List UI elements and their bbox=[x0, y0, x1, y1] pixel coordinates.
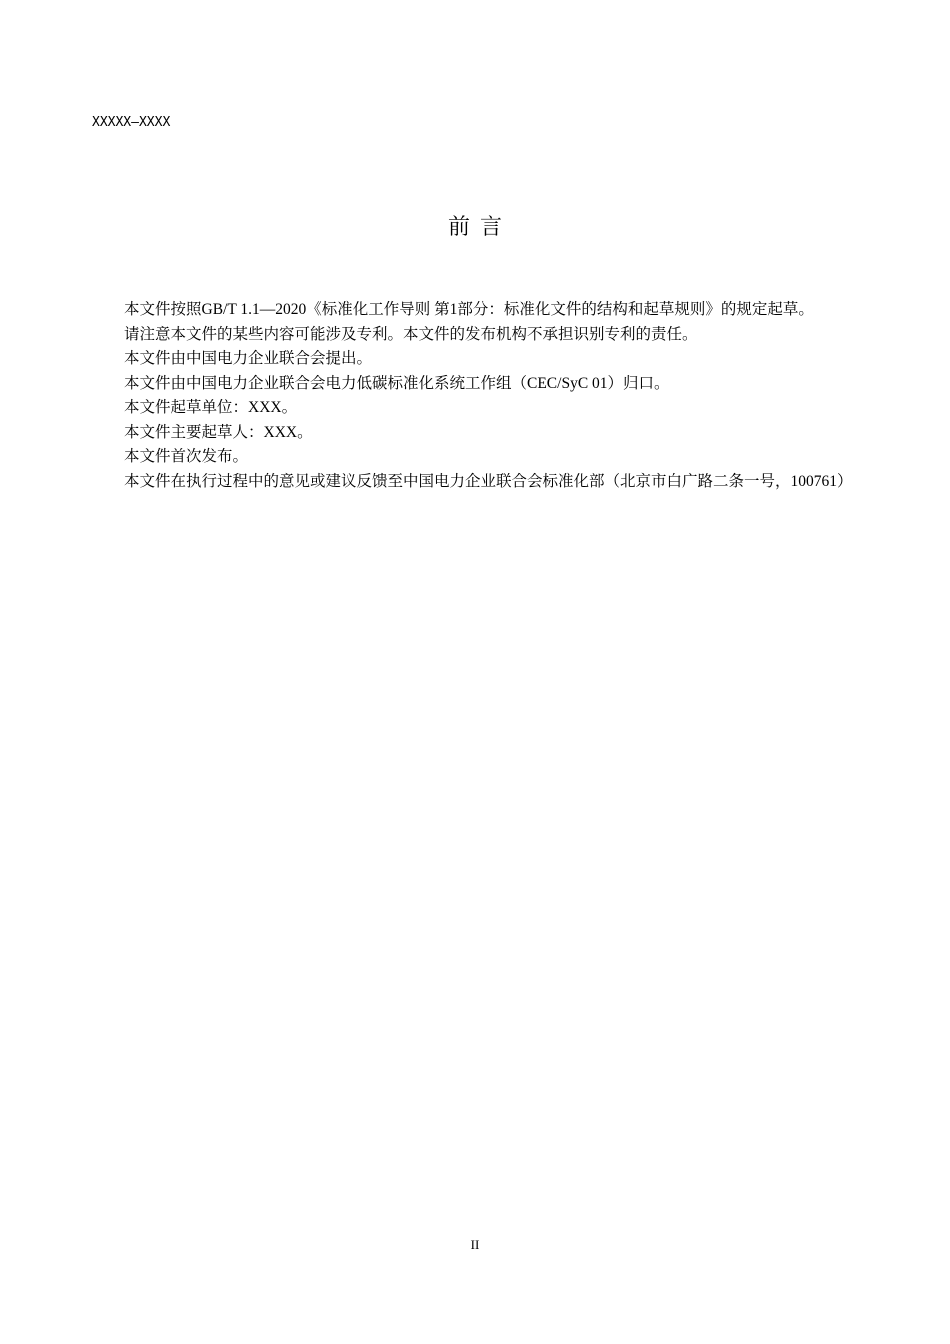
paragraph-first-release: 本文件首次发布。 bbox=[124, 448, 249, 465]
paragraph-drafting-rules: 本文件按照GB/T 1.1—2020《标准化工作导则 第1部分：标准化文件的结构和起草规则》的规定起草。 bbox=[124, 301, 814, 318]
paragraph-drafting-unit: 本文件起草单位：XXX。 bbox=[124, 399, 298, 416]
paragraph-administered-by: 本文件由中国电力企业联合会电力低碳标准化系统工作组（CEC/SyC 01）归口。 bbox=[124, 374, 670, 392]
paragraph-patent-notice: 请注意本文件的某些内容可能涉及专利。本文件的发布机构不承担识别专利的责任。 bbox=[124, 325, 698, 343]
document-code: XXXXX—XXXX bbox=[92, 115, 171, 130]
paragraph-proposed-by: 本文件由中国电力企业联合会提出。 bbox=[124, 350, 373, 367]
page-number: II bbox=[470, 1237, 480, 1252]
foreword-body bbox=[92, 298, 852, 494]
paragraph-main-drafters: 本文件主要起草人：XXX。 bbox=[124, 423, 313, 441]
page-title: 前言 bbox=[447, 215, 512, 240]
paragraph-feedback: 本文件在执行过程中的意见或建议反馈至中国电力企业联合会标准化部（北京市白广路二条一号，100761） bbox=[124, 472, 853, 490]
